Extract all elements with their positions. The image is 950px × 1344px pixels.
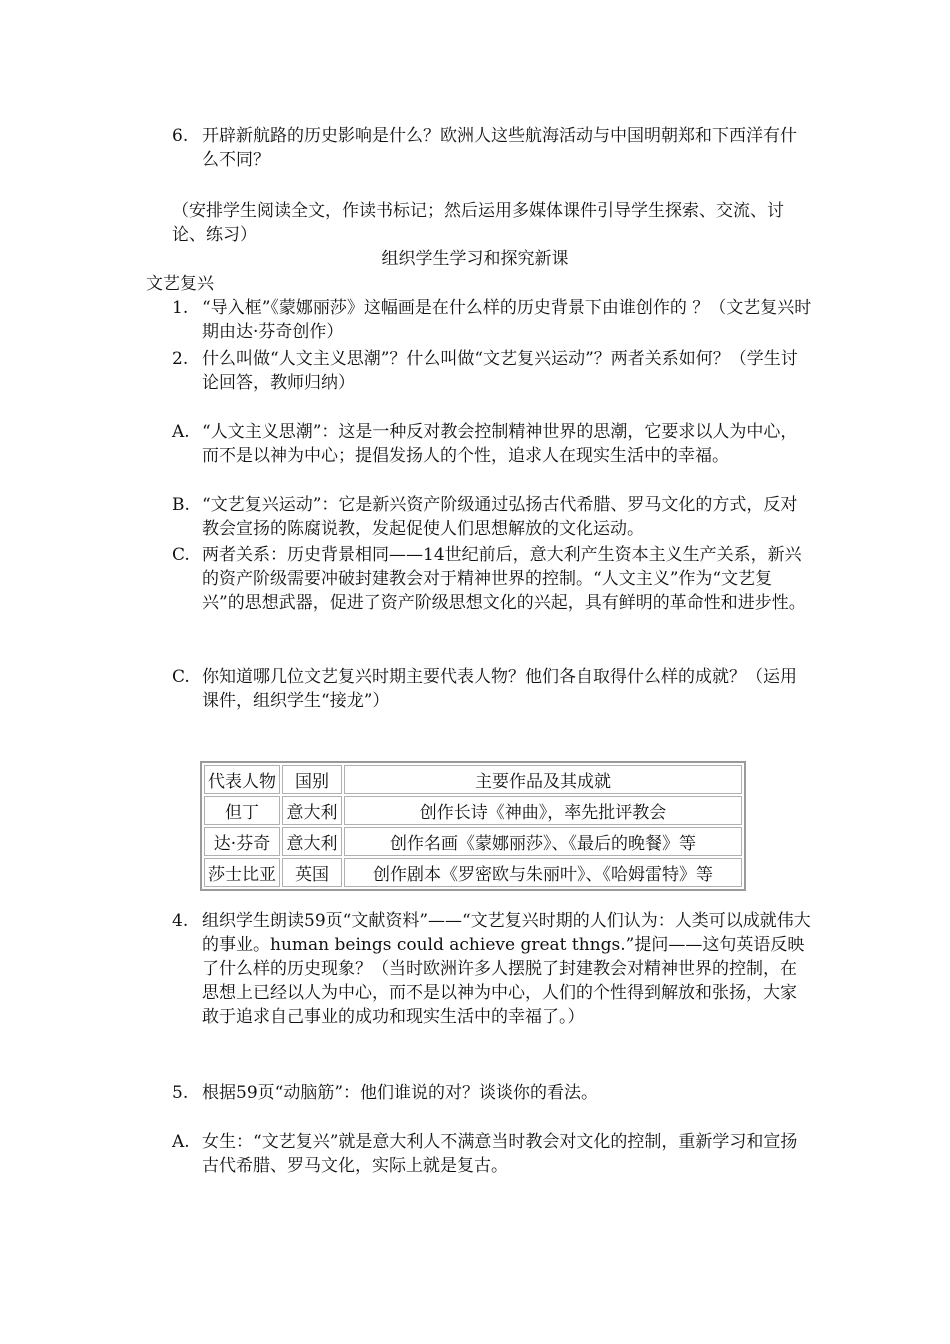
answer-b-text: “文艺复兴运动”：它是新兴资产阶级通过弘扬古代希腊、罗马文化的方式，反对教会宣扬的陈腐说教，发起促使人们思想解放的文化运动。	[202, 495, 798, 539]
question-2	[172, 347, 812, 395]
table-header-cell: 主要作品及其成就	[344, 765, 742, 794]
answer-c-label: C.	[172, 545, 190, 565]
answer-b-label: B.	[172, 495, 190, 515]
view-a	[172, 1130, 812, 1178]
question-6-text: 开辟新航路的历史影响是什么？欧洲人这些航海活动与中国明朝郑和下西洋有什么不同？	[202, 126, 797, 170]
table-row	[204, 827, 742, 856]
question-5	[172, 1081, 812, 1105]
answer-a	[172, 420, 812, 468]
table-header-row	[204, 765, 742, 794]
table-cell: 创作剧本《罗密欧与朱丽叶》、《哈姆雷特》等	[344, 858, 742, 887]
answer-b	[172, 493, 812, 541]
table-cell: 莎士比亚	[204, 858, 280, 887]
view-a-label: A.	[172, 1132, 190, 1152]
question-3	[172, 665, 812, 713]
question-6	[172, 124, 812, 172]
question-5-number: 5.	[172, 1083, 189, 1103]
table-row	[204, 796, 742, 825]
question-2-text: 什么叫做“人文主义思潮”？什么叫做“文艺复兴运动”？两者关系如何？（学生讨论回答，教师归纳）	[202, 349, 798, 393]
answer-c-text: 两者关系：历史背景相同——14世纪前后，意大利产生资本主义生产关系，新兴的资产阶级需要冲破封建教会对于精神世界的控制。“人文主义”作为“文艺复兴”的思想武器，促进了资产阶级思想文化的兴起，具有鲜明的革命性和进步性。	[202, 545, 806, 613]
question-6-number: 6.	[172, 126, 189, 146]
table-cell: 意大利	[282, 827, 342, 856]
question-4	[172, 909, 812, 1029]
answer-c	[172, 543, 812, 615]
table-header-cell: 国别	[282, 765, 342, 794]
topic-heading: 文艺复兴	[146, 274, 214, 294]
teaching-note: （安排学生阅读全文，作读书标记；然后运用多媒体课件引导学生探索、交流、讨论、练习）	[172, 201, 784, 245]
answer-a-text: “人文主义思潮”：这是一种反对教会控制精神世界的思潮，它要求以人为中心，而不是以神为中心；提倡发扬人的个性，追求人在现实生活中的幸福。	[202, 422, 798, 466]
question-4-text: 组织学生朗读59页“文献资料”——“文艺复兴时期的人们认为：人类可以成就伟大的事业。human beings could achieve great thngs.”提问——这句英语反映了什么样的历史现象？（当时欧洲许多人摆脱了封建教会对精神世界的控制，在思想上已经以人为中心，而不是以神为中心，人们的个性得到解放和张扬，大家敢于追求自己事业的成功和现实生活中的幸福了。）	[202, 911, 811, 1027]
table-cell: 意大利	[282, 796, 342, 825]
question-3-text: 你知道哪几位文艺复兴时期主要代表人物？他们各自取得什么样的成就？（运用课件，组织学生“接龙”）	[202, 667, 797, 711]
table-cell: 创作名画《蒙娜丽莎》、《最后的晚餐》等	[344, 827, 742, 856]
section-title: 组织学生学习和探究新课	[381, 249, 569, 269]
table-cell: 创作长诗《神曲》，率先批评教会	[344, 796, 742, 825]
table-row	[204, 858, 742, 887]
table-cell: 英国	[282, 858, 342, 887]
answer-a-label: A.	[172, 422, 190, 442]
question-1-text: “导入框”《蒙娜丽莎》这幅画是在什么样的历史背景下由谁创作的 ？（文艺复兴时期由达·芬奇创作）	[202, 298, 812, 342]
question-2-number: 2.	[172, 349, 189, 369]
question-5-text: 根据59页“动脑筋”：他们谁说的对？谈谈你的看法。	[202, 1083, 599, 1103]
table-cell: 但丁	[204, 796, 280, 825]
question-3-number: C.	[172, 667, 190, 687]
table-header-cell: 代表人物	[204, 765, 280, 794]
question-1	[172, 296, 812, 344]
question-1-number: 1.	[172, 298, 189, 318]
representatives-table	[200, 761, 746, 891]
question-4-number: 4.	[172, 911, 189, 931]
table-cell: 达·芬奇	[204, 827, 280, 856]
view-a-text: 女生：“文艺复兴”就是意大利人不满意当时教会对文化的控制，重新学习和宣扬古代希腊、罗马文化，实际上就是复古。	[202, 1132, 798, 1176]
